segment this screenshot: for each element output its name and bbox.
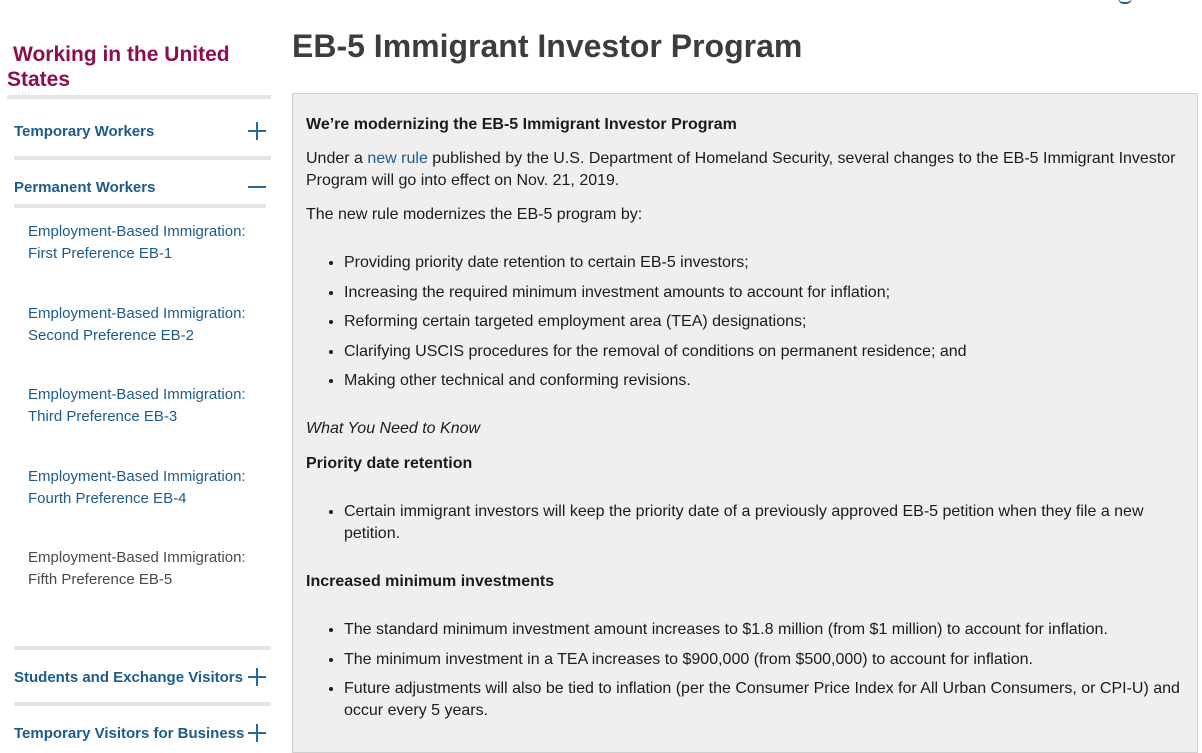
- minus-icon: [248, 178, 266, 196]
- notice-heading: We’re modernizing the EB-5 Immigrant Investor Program: [306, 116, 737, 133]
- sidebar-section-permanent-workers[interactable]: [14, 174, 268, 200]
- divider: [14, 156, 271, 160]
- plus-icon: [248, 668, 266, 686]
- new-rule-link[interactable]: new rule: [367, 150, 428, 167]
- list-item: • Reforming certain targeted employment area (TEA) designations;: [344, 311, 1184, 333]
- page-title: EB-5 Immigrant Investor Program: [292, 28, 803, 64]
- list-item: • Clarifying USCIS procedures for the removal of conditions on permanent residence; and: [344, 341, 1184, 363]
- sidebar-section-students-exchange[interactable]: [14, 664, 268, 690]
- changes-list: [306, 252, 1184, 392]
- modernizes-intro: The new rule modernizes the EB-5 program by:: [306, 206, 643, 223]
- intro-text: Under a: [306, 150, 368, 167]
- sidebar-item-eb5[interactable]: Employment-Based Immigration: Fifth Preference EB-5: [28, 549, 246, 588]
- plus-icon: [248, 122, 266, 140]
- list-item: • The standard minimum investment amount increases to $1.8 million (from $1 million) to account for inflation.: [344, 619, 1184, 641]
- divider: [14, 702, 271, 706]
- modernization-notice: [292, 93, 1198, 753]
- intro-paragraph: [306, 148, 1176, 192]
- sidebar-section-temporary-workers[interactable]: [14, 118, 268, 144]
- investment-list: [306, 619, 1184, 722]
- priority-list: [306, 501, 1184, 545]
- sidebar-section-label: Temporary Workers: [14, 122, 155, 140]
- sidebar-nav: [0, 0, 272, 746]
- sidebar-section-label: Temporary Visitors for Business: [14, 724, 245, 742]
- list-item: • Future adjustments will also be tied to inflation (per the Consumer Price Index for All Urban Consumers, or CPI-U) and occur every 5 years.: [344, 678, 1184, 722]
- sidebar-title: Working in the United States: [7, 43, 230, 91]
- sidebar-section-temporary-visitors[interactable]: [14, 720, 268, 746]
- header-link-fragment: [1118, 0, 1132, 4]
- divider: [7, 95, 271, 99]
- list-item: • Making other technical and conforming revisions.: [344, 370, 1184, 392]
- plus-icon: [248, 724, 266, 742]
- sidebar-item-eb3[interactable]: Employment-Based Immigration: Third Preference EB-3: [28, 386, 246, 425]
- sidebar-item-eb2[interactable]: Employment-Based Immigration: Second Preference EB-2: [28, 305, 246, 344]
- priority-heading: Priority date retention: [306, 455, 473, 472]
- sidebar-section-label: Students and Exchange Visitors: [14, 668, 243, 686]
- list-item: • The minimum investment in a TEA increases to $900,000 (from $500,000) to account for inflation.: [344, 649, 1184, 671]
- investment-heading: Increased minimum investments: [306, 573, 555, 590]
- list-item: • Increasing the required minimum investment amounts to account for inflation;: [344, 282, 1184, 304]
- list-item: • Certain immigrant investors will keep the priority date of a previously approved EB-5 petition when they file a new petition.: [344, 501, 1184, 545]
- list-item: • Providing priority date retention to certain EB-5 investors;: [344, 252, 1184, 274]
- divider: [14, 646, 271, 650]
- sidebar-item-eb4[interactable]: Employment-Based Immigration: Fourth Preference EB-4: [28, 468, 246, 507]
- intro-text: published by the U.S. Department of Homeland Security, several changes to the EB-5 Immigrant Investor Program will go into effect on Nov. 21, 2019.: [306, 150, 1176, 189]
- divider: [14, 204, 266, 208]
- sidebar-section-label: Permanent Workers: [14, 178, 156, 196]
- need-to-know-label: What You Need to Know: [306, 420, 481, 437]
- sidebar-item-eb1[interactable]: Employment-Based Immigration: First Preference EB-1: [28, 223, 246, 262]
